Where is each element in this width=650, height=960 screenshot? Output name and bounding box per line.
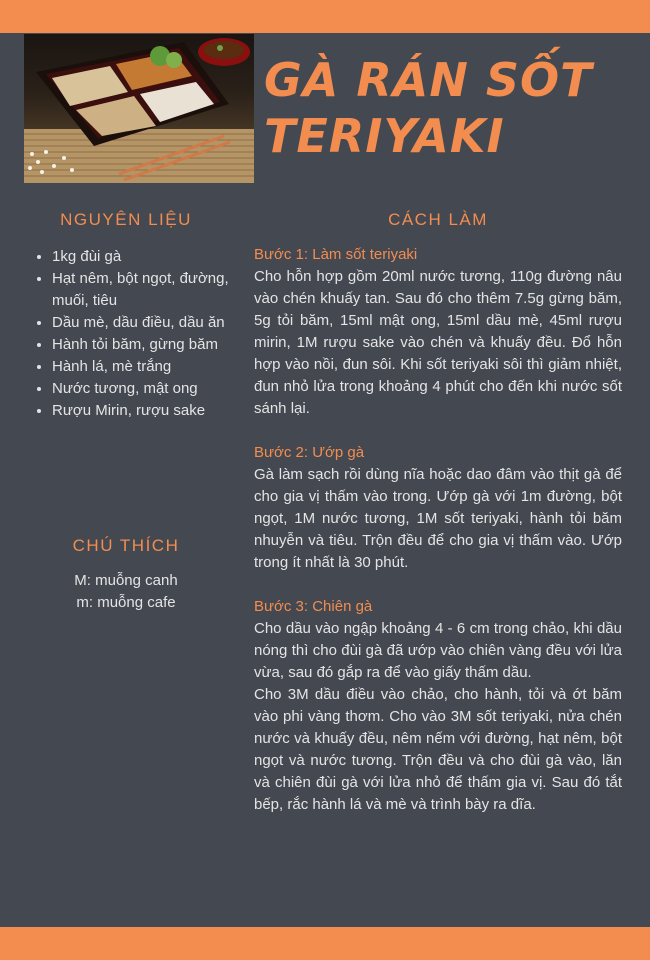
ingredient-item: • 1kg đùi gà [52,246,248,268]
method-steps [254,244,622,838]
recipe-title-line-2: TERIYAKI [264,109,505,163]
top-accent-band [0,0,650,33]
ingredient-item: • Hành lá, mè trắng [52,356,248,378]
step-text: Cho hỗn hợp gồm 20ml nước tương, 110g đường nâu vào chén khuấy tan. Sau đó cho thêm 7.5g gừng băm, 5g tỏi băm, 15ml mật ong, 15ml dầu mè, 45ml rượu mirin, 1M rượu sake vào chén và khuấy đều. Đổ hỗn hợp vào nồi, đun sôi. Khi sốt teriyaki sôi thì giảm nhiệt, đun nhỏ lửa trong khoảng 4 phút cho đến khi nước sốt sánh lại. [254,268,622,417]
recipe-title-line-1: GÀ RÁN SỐT [264,53,593,107]
notes-heading: CHÚ THÍCH [72,536,180,555]
ingredient-item: • Dầu mè, dầu điều, dầu ăn [52,312,248,334]
step-title: Bước 1: Làm sốt teriyaki [254,246,418,263]
ingredient-item: • Hành tỏi băm, gừng băm [52,334,248,356]
step-2 [254,442,622,574]
step-1 [254,244,622,420]
step-title: Bước 2: Ướp gà [254,444,365,461]
step-text: Gà làm sạch rồi dùng nĩa hoặc dao đâm vào thịt gà để cho gia vị thấm vào trong. Ướp gà với 1m đường, bột ngọt, 1M nước tương, 1M sốt teriyaki, hành tỏi băm nhuyễn và tiêu. Trộn đều để cho gia vị thấm vào. Ướp trong ít nhất là 30 phút. [254,466,622,571]
method-heading: CÁCH LÀM [388,210,488,229]
step-title: Bước 3: Chiên gà [254,598,373,615]
bottom-accent-band [0,927,650,960]
step-text: Cho 3M dầu điều vào chảo, cho hành, tỏi và ớt băm vào phi vàng thơm. Cho vào 3M sốt teriyaki, nửa chén nước và khuấy đều, nêm nếm với đường, hạt nêm, bột ngọt và nước tương. Trộn đều và cho đùi gà vào, lăn và chiên đùi gà với lửa nhỏ để thấm gia vị. Sau đó tắt bếp, rắc hành lá và mè và trình bày ra dĩa. [254,686,622,813]
recipe-title [264,52,644,164]
step-text: Cho dầu vào ngập khoảng 4 - 6 cm trong chảo, khi dầu nóng thì cho đùi gà đã ướp vào chiên vàng đều với lửa vừa, sau đó gắp ra để vào giấy thấm dầu. [254,620,622,681]
note-line: M: muỗng canh [74,572,178,589]
ingredients-heading: NGUYÊN LIỆU [60,210,192,229]
step-3 [254,596,622,816]
notes-block [24,570,228,614]
ingredient-item: • Nước tương, mật ong [52,378,248,400]
ingredient-item: • Rượu Mirin, rượu sake [52,400,248,422]
ingredient-item: • Hạt nêm, bột ngọt, đường, muối, tiêu [52,268,248,312]
bento-photo [24,34,254,183]
ingredients-list [32,246,248,422]
note-line: m: muỗng cafe [76,594,176,611]
